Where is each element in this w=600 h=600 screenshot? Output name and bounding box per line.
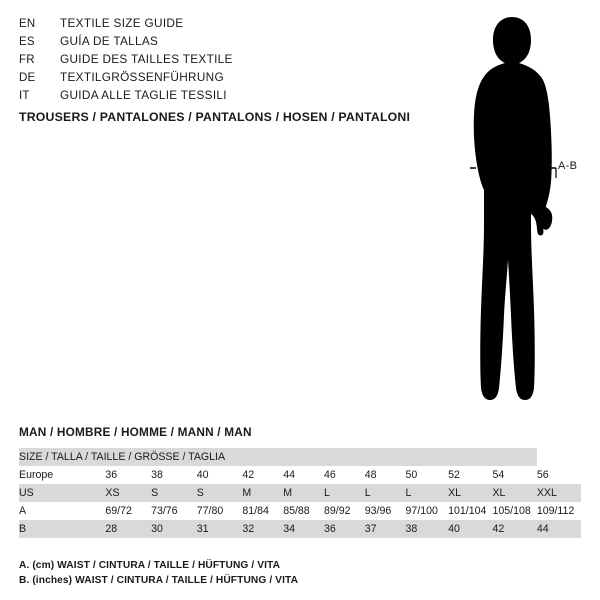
cell [406,448,449,466]
cell: 81/84 [242,502,283,520]
cell: 42 [242,466,283,484]
cell: 36 [324,520,365,538]
language-title: GUIDE DES TAILLES TEXTILE [60,52,233,66]
cell: 97/100 [406,502,449,520]
language-row [19,68,419,86]
language-title: TEXTILGRÖSSENFÜHRUNG [60,70,224,84]
language-code: EN [19,18,36,30]
cell: 101/104 [448,502,492,520]
footnotes [19,558,298,588]
cell: L [365,484,406,502]
size-table [19,448,581,538]
cell: 38 [406,520,449,538]
cell [242,448,283,466]
measure-label-ab: A-B [558,160,578,172]
cell: 42 [492,520,536,538]
footnote-b: B. (inches) WAIST / CINTURA / TAILLE / HÜFTUNG / VITA [19,575,299,586]
cell: 44 [537,520,581,538]
cell: 77/80 [197,502,243,520]
cell: M [283,484,324,502]
group-title: MAN / HOMBRE / HOMME / MANN / MAN [19,425,252,439]
language-code: ES [19,36,35,48]
language-title: TEXTILE SIZE GUIDE [60,16,184,30]
cell: 30 [151,520,197,538]
table-row [19,448,581,466]
cell: 44 [283,466,324,484]
language-header [19,14,419,104]
cell: 52 [448,466,492,484]
cell: XXL [537,484,581,502]
figure-illustration [430,10,590,410]
table-row [19,484,581,502]
cell: 48 [365,466,406,484]
cell: XL [492,484,536,502]
row-label: Europe [19,466,105,484]
cell: 93/96 [365,502,406,520]
row-label: A [19,502,105,520]
cell: 32 [242,520,283,538]
table-row [19,466,581,484]
cell [448,448,492,466]
cell: 56 [537,466,581,484]
cell: 28 [105,520,151,538]
language-title: GUÍA DE TALLAS [60,34,159,48]
cell: 69/72 [105,502,151,520]
row-label: B [19,520,105,538]
cell: 38 [151,466,197,484]
cell: L [406,484,449,502]
table-row [19,502,581,520]
cell: S [197,484,243,502]
language-row [19,32,419,50]
cell: 54 [492,466,536,484]
cell: 73/76 [151,502,197,520]
table-row [19,520,581,538]
language-title: GUIDA ALLE TAGLIE TESSILI [60,88,227,102]
cell [492,448,536,466]
cell: L [324,484,365,502]
row-label: US [19,484,105,502]
cell: 34 [283,520,324,538]
language-code: FR [19,54,35,66]
footnote-a: A. (cm) WAIST / CINTURA / TAILLE / HÜFTUNG / VITA [19,560,281,571]
row-label: SIZE / TALLA / TAILLE / GRÖSSE / TAGLIA [19,448,242,466]
cell: 105/108 [492,502,536,520]
cell: S [151,484,197,502]
language-code: DE [19,72,36,84]
cell: 40 [448,520,492,538]
language-row [19,14,419,32]
cell: 85/88 [283,502,324,520]
cell: 40 [197,466,243,484]
cell: 50 [406,466,449,484]
cell: XL [448,484,492,502]
cell: 46 [324,466,365,484]
cell [365,448,406,466]
language-code: IT [19,90,30,102]
cell: 36 [105,466,151,484]
cell: 31 [197,520,243,538]
cell [283,448,324,466]
waist-measure-line [430,10,590,410]
cell: XS [105,484,151,502]
cell [324,448,365,466]
cell: 89/92 [324,502,365,520]
section-title: TROUSERS / PANTALONES / PANTALONS / HOSEN / PANTALONI [19,110,411,124]
cell: M [242,484,283,502]
language-row [19,86,419,104]
cell: 109/112 [537,502,581,520]
cell: 37 [365,520,406,538]
language-row [19,50,419,68]
